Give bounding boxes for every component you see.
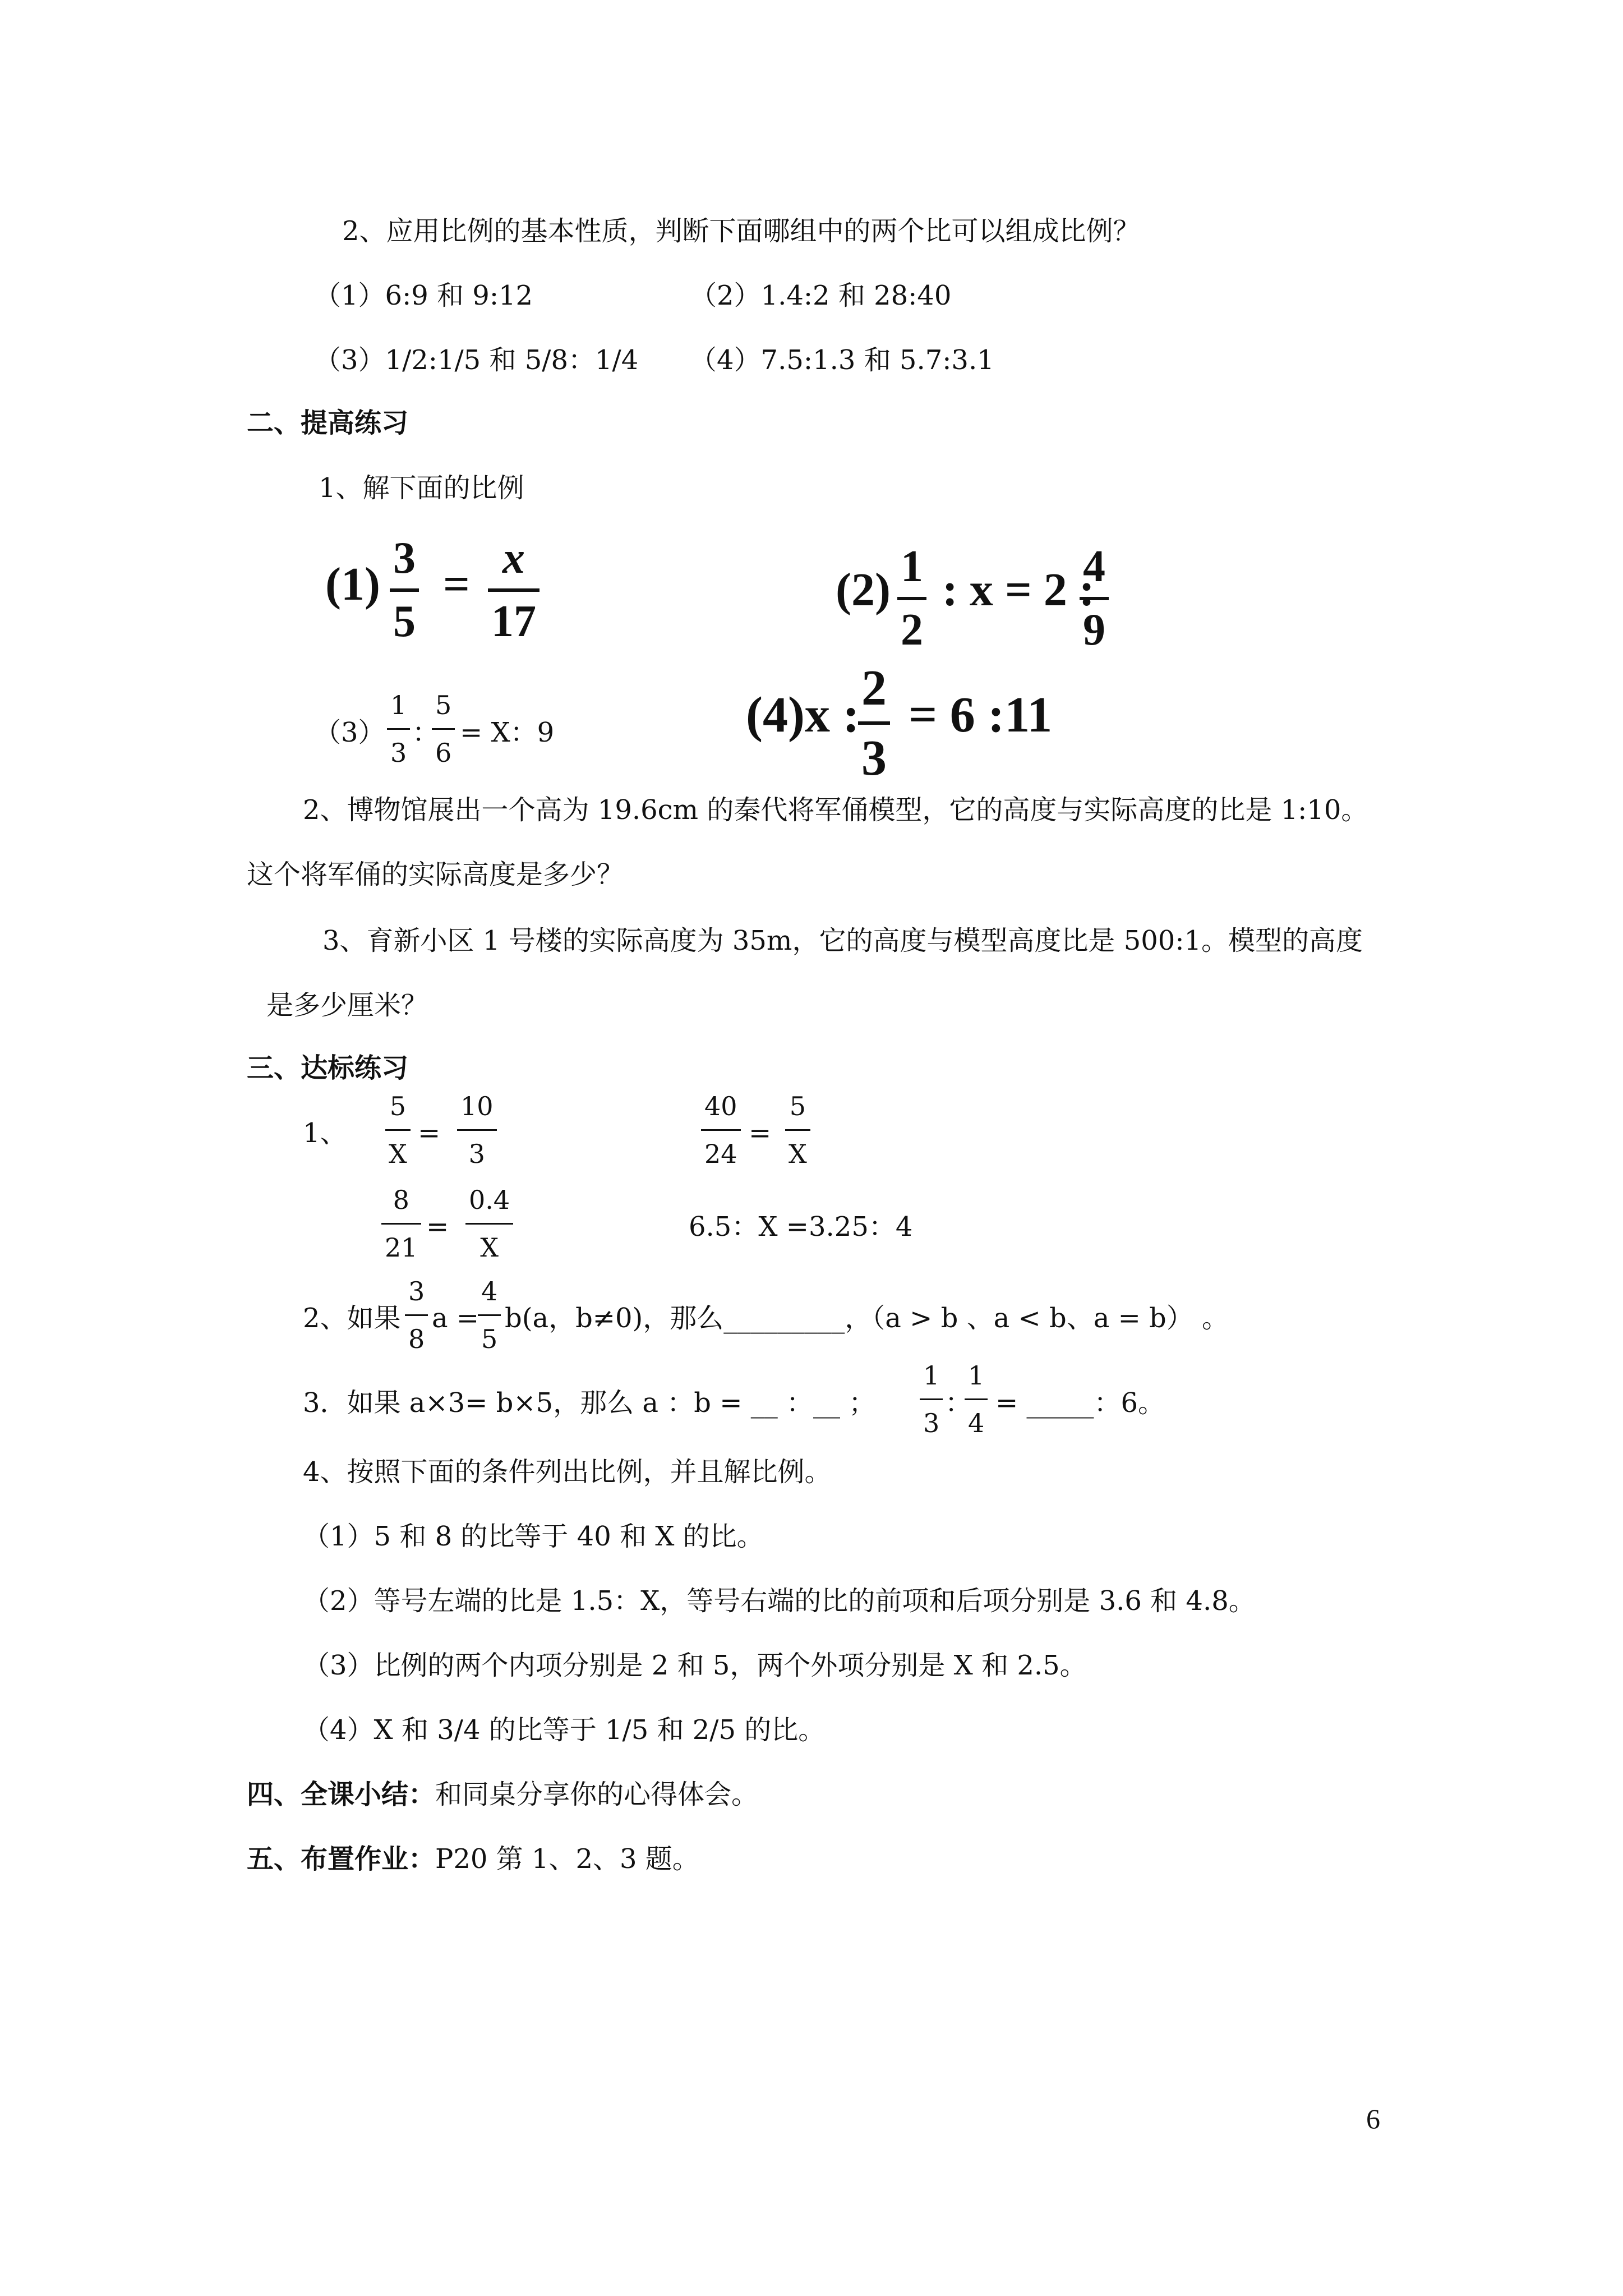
ex4-item-1: （1）5 和 8 的比等于 40 和 X 的比。 bbox=[303, 1521, 764, 1552]
section-4-text: 和同桌分享你的心得体会。 bbox=[435, 1779, 759, 1810]
ex1-c-equals: = bbox=[426, 1211, 449, 1243]
ex4-item-4: （4）X 和 3/4 的比等于 1/5 和 2/5 的比。 bbox=[303, 1714, 826, 1746]
eq3-colon: ： bbox=[412, 717, 440, 748]
eq3-label: （3） bbox=[314, 717, 385, 748]
eq2-left-numerator: 1 bbox=[901, 542, 923, 591]
ex3-denominator-1: 3 bbox=[923, 1408, 940, 1438]
ex1-c-right-denominator: X bbox=[480, 1232, 499, 1263]
page-number: 6 bbox=[1366, 2103, 1380, 2134]
eq3-fraction-1 bbox=[387, 690, 410, 768]
question-2-text: 2、应用比例的基本性质，判断下面哪组中的两个比可以组成比例？ bbox=[342, 215, 1140, 247]
ex3-prefix: 3．如果 a×3= b×5，那么 a ：b = __ ：__ ； bbox=[303, 1387, 876, 1419]
ex1-c-left-denominator: 21 bbox=[385, 1232, 418, 1263]
ex3-denominator-2: 4 bbox=[968, 1408, 985, 1438]
eq4-numerator: 2 bbox=[861, 660, 887, 716]
ex3-numerator-1: 1 bbox=[923, 1360, 940, 1391]
eq1-left-numerator: 3 bbox=[393, 533, 416, 583]
ex4-instruction: 4、按照下面的条件列出比例，并且解比例。 bbox=[303, 1456, 832, 1488]
ex2-denominator-2: 5 bbox=[481, 1324, 498, 1354]
ex2-middle: a = bbox=[432, 1303, 479, 1334]
ex2-denominator-1: 8 bbox=[408, 1324, 425, 1354]
ex1-a-equals: = bbox=[418, 1117, 441, 1149]
ex1-b-left-numerator: 40 bbox=[704, 1091, 737, 1121]
ex1-a-left-fraction bbox=[385, 1091, 411, 1169]
eq3-numerator-1: 1 bbox=[390, 690, 407, 720]
eq4-label: (4)x : bbox=[746, 687, 860, 743]
eq1-right-denominator: 17 bbox=[491, 597, 536, 646]
ex1-b-left-fraction bbox=[701, 1091, 741, 1169]
ex2-tail: b(a，b≠0)，那么_________，（a > b 、a < b、a = b） 。 bbox=[505, 1303, 1229, 1334]
ex1-a-left-denominator: X bbox=[389, 1139, 407, 1169]
exercise-1-label: 1、 bbox=[303, 1117, 347, 1149]
ex1-b-right-numerator: 5 bbox=[789, 1091, 806, 1121]
ex3-fraction-1 bbox=[920, 1360, 943, 1438]
section-heading-2: 二、提高练习 bbox=[247, 407, 409, 439]
eq1-equals: = bbox=[443, 558, 470, 610]
problem-3-line-2: 是多少厘米？ bbox=[266, 990, 428, 1021]
problem-2-line-2: 这个将军俑的实际高度是多少？ bbox=[247, 859, 624, 890]
ex4-item-3: （3）比例的两个内项分别是 2 和 5，两个外项分别是 X 和 2.5。 bbox=[303, 1650, 1087, 1681]
ex3-numerator-2: 1 bbox=[968, 1360, 985, 1391]
ex1-c-left-fraction bbox=[381, 1185, 421, 1263]
solve-proportion-label: 1、解下面的比例 bbox=[319, 472, 524, 504]
eq2-right-numerator: 4 bbox=[1083, 542, 1105, 591]
eq3-denominator-2: 6 bbox=[435, 738, 452, 768]
ex1-d-equation: 6.5：X =3.25：4 bbox=[689, 1211, 913, 1243]
eq1-left-fraction bbox=[390, 533, 419, 647]
section-5-text: P20 第 1、2、3 题。 bbox=[435, 1843, 699, 1875]
ex1-b-right-denominator: X bbox=[789, 1139, 807, 1169]
eq1-right-fraction bbox=[488, 533, 540, 647]
option-4: （4）7.5:1.3 和 5.7:3.1 bbox=[690, 344, 994, 376]
eq2-right-fraction bbox=[1080, 541, 1109, 656]
ex2-fraction-2 bbox=[478, 1276, 501, 1354]
ex2-fraction-1 bbox=[405, 1276, 428, 1354]
eq1-label: (1) bbox=[325, 558, 380, 610]
ex1-a-right-fraction bbox=[457, 1091, 497, 1169]
eq4-tail: = 6 :11 bbox=[909, 687, 1053, 743]
section-4 bbox=[247, 1781, 758, 1808]
eq4-fraction bbox=[858, 659, 890, 787]
eq3-tail: = X：9 bbox=[460, 717, 555, 748]
ex2-numerator-2: 4 bbox=[481, 1276, 498, 1306]
eq3-denominator-1: 3 bbox=[390, 738, 407, 768]
ex1-a-left-numerator: 5 bbox=[389, 1091, 407, 1121]
eq2-right-denominator: 9 bbox=[1083, 605, 1105, 655]
ex1-b-equals: = bbox=[749, 1117, 772, 1149]
ex2-numerator-1: 3 bbox=[408, 1276, 425, 1306]
eq1-left-denominator: 5 bbox=[393, 597, 416, 646]
section-heading-4: 四、全课小结： bbox=[247, 1779, 436, 1810]
option-2: （2）1.4:2 和 28:40 bbox=[690, 280, 952, 311]
ex1-a-right-denominator: 3 bbox=[468, 1139, 485, 1169]
ex1-b-left-denominator: 24 bbox=[704, 1139, 737, 1169]
ex4-item-2: （2）等号左端的比是 1.5：X，等号右端的比的前项和后项分别是 3.6 和 4.8。 bbox=[303, 1585, 1256, 1617]
section-5 bbox=[247, 1843, 699, 1875]
option-1: （1）6:9 和 9:12 bbox=[314, 280, 533, 311]
ex3-fraction-2 bbox=[965, 1360, 988, 1438]
ex1-a-right-numerator: 10 bbox=[460, 1091, 494, 1121]
ex1-c-left-numerator: 8 bbox=[393, 1185, 409, 1215]
eq1-right-numerator: x bbox=[502, 533, 525, 583]
ex1-c-right-numerator: 0.4 bbox=[469, 1185, 510, 1215]
eq2-middle: : x = 2 : bbox=[942, 564, 1095, 616]
eq2-left-denominator: 2 bbox=[901, 605, 923, 655]
eq2-left-fraction bbox=[897, 541, 926, 656]
section-heading-5: 五、布置作业： bbox=[247, 1843, 436, 1875]
ex3-colon: ： bbox=[945, 1387, 972, 1419]
ex3-tail: = _____：6。 bbox=[995, 1387, 1165, 1419]
ex1-b-right-fraction bbox=[785, 1091, 810, 1169]
eq2-label: (2) bbox=[836, 564, 891, 616]
option-3: （3）1/2:1/5 和 5/8：1/4 bbox=[314, 344, 639, 376]
eq3-fraction-2 bbox=[432, 690, 455, 768]
ex1-c-right-fraction bbox=[465, 1185, 513, 1263]
section-heading-3: 三、达标练习 bbox=[247, 1052, 409, 1084]
problem-3-line-1: 3、育新小区 1 号楼的实际高度为 35m，它的高度与模型高度比是 500:1。模型的高度 bbox=[322, 925, 1363, 956]
eq4-denominator: 3 bbox=[861, 730, 887, 786]
problem-2-line-1: 2、博物馆展出一个高为 19.6cm 的秦代将军俑模型，它的高度与实际高度的比是 1:10。 bbox=[303, 794, 1368, 826]
ex2-prefix: 2、如果 bbox=[303, 1303, 401, 1334]
eq3-numerator-2: 5 bbox=[435, 690, 452, 720]
